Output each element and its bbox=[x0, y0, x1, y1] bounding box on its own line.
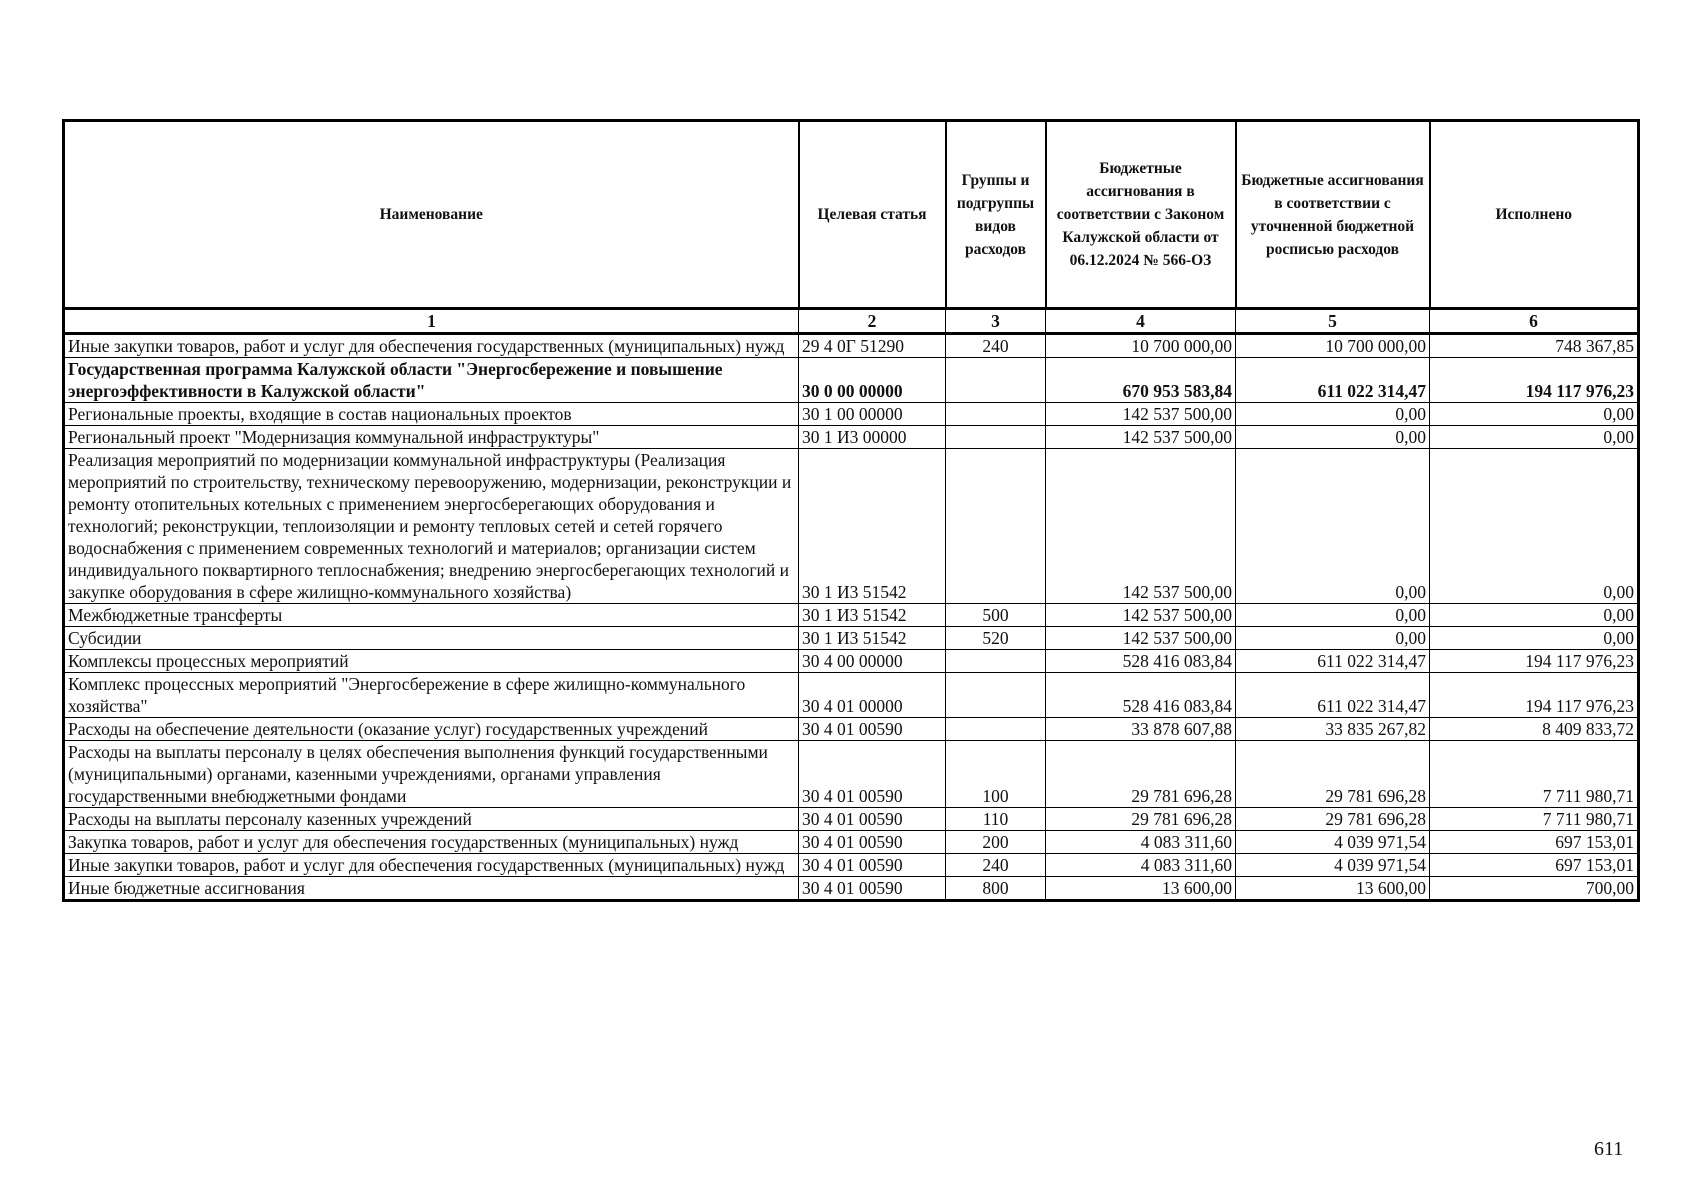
row-name: Иные закупки товаров, работ и услуг для обеспечения государственных (муниципальных) нужд bbox=[64, 334, 799, 358]
row-law-amount: 142 537 500,00 bbox=[1046, 449, 1236, 604]
header-refined-allocations: Бюджетные ассигнования в соответствии с уточненной бюджетной росписью расходов bbox=[1236, 121, 1430, 309]
row-executed-amount: 700,00 bbox=[1430, 877, 1639, 901]
row-expense-group bbox=[946, 650, 1046, 673]
table-row bbox=[64, 426, 1639, 449]
row-name: Иные бюджетные ассигнования bbox=[64, 877, 799, 901]
row-refined-amount: 13 600,00 bbox=[1236, 877, 1430, 901]
row-expense-group: 100 bbox=[946, 741, 1046, 808]
row-executed-amount: 194 117 976,23 bbox=[1430, 650, 1639, 673]
row-executed-amount: 8 409 833,72 bbox=[1430, 718, 1639, 741]
row-executed-amount: 0,00 bbox=[1430, 604, 1639, 627]
table-row bbox=[64, 831, 1639, 854]
row-name: Комплексы процессных мероприятий bbox=[64, 650, 799, 673]
row-name: Расходы на обеспечение деятельности (оказание услуг) государственных учреждений bbox=[64, 718, 799, 741]
row-name: Расходы на выплаты персоналу казенных учреждений bbox=[64, 808, 799, 831]
row-refined-amount: 0,00 bbox=[1236, 627, 1430, 650]
row-name: Комплекс процессных мероприятий "Энергосбережение в сфере жилищно-коммунального хозяйства" bbox=[64, 673, 799, 718]
row-law-amount: 29 781 696,28 bbox=[1046, 808, 1236, 831]
row-law-amount: 13 600,00 bbox=[1046, 877, 1236, 901]
row-expense-group bbox=[946, 358, 1046, 403]
row-refined-amount: 29 781 696,28 bbox=[1236, 741, 1430, 808]
row-law-amount: 4 083 311,60 bbox=[1046, 854, 1236, 877]
row-target-article: 30 1 И3 00000 bbox=[799, 426, 946, 449]
row-name: Иные закупки товаров, работ и услуг для обеспечения государственных (муниципальных) нужд bbox=[64, 854, 799, 877]
row-target-article: 30 4 01 00590 bbox=[799, 854, 946, 877]
row-executed-amount: 748 367,85 bbox=[1430, 334, 1639, 358]
table-row bbox=[64, 604, 1639, 627]
row-executed-amount: 0,00 bbox=[1430, 403, 1639, 426]
row-refined-amount: 611 022 314,47 bbox=[1236, 358, 1430, 403]
row-executed-amount: 194 117 976,23 bbox=[1430, 358, 1639, 403]
row-expense-group: 200 bbox=[946, 831, 1046, 854]
row-expense-group bbox=[946, 718, 1046, 741]
row-law-amount: 142 537 500,00 bbox=[1046, 426, 1236, 449]
table-row bbox=[64, 334, 1639, 358]
table-header bbox=[64, 121, 1639, 309]
row-name: Закупка товаров, работ и услуг для обеспечения государственных (муниципальных) нужд bbox=[64, 831, 799, 854]
row-name: Расходы на выплаты персоналу в целях обеспечения выполнения функций государственными (муниципальными) органами, казенными учреждениями, органами управления государственными внебюджетными фондами bbox=[64, 741, 799, 808]
row-target-article: 29 4 0Г 51290 bbox=[799, 334, 946, 358]
row-expense-group: 500 bbox=[946, 604, 1046, 627]
row-target-article: 30 1 И3 51542 bbox=[799, 627, 946, 650]
row-executed-amount: 0,00 bbox=[1430, 627, 1639, 650]
column-number-row bbox=[64, 309, 1639, 334]
column-number: 1 bbox=[64, 309, 799, 334]
row-law-amount: 670 953 583,84 bbox=[1046, 358, 1236, 403]
row-expense-group bbox=[946, 449, 1046, 604]
budget-table bbox=[62, 119, 1640, 902]
row-law-amount: 528 416 083,84 bbox=[1046, 673, 1236, 718]
row-name: Субсидии bbox=[64, 627, 799, 650]
row-expense-group: 800 bbox=[946, 877, 1046, 901]
row-expense-group bbox=[946, 673, 1046, 718]
header-name: Наименование bbox=[64, 121, 799, 309]
row-refined-amount: 29 781 696,28 bbox=[1236, 808, 1430, 831]
row-name: Реализация мероприятий по модернизации коммунальной инфраструктуры (Реализация мероприятий по строительству, техническому перевооружению, модернизации, реконструкции и ремонту отопительных котельных с применением энергосберегающих оборудования и технологий; реконструкции, теплоизоляции и ремонту тепловых сетей и сетей горячего водоснабжения с применением современных технологий и материалов; организации систем индивидуального поквартирного теплоснабжения; внедрению энергосберегающих технологий и закупке оборудования в сфере жилищно-коммунального хозяйства) bbox=[64, 449, 799, 604]
row-target-article: 30 0 00 00000 bbox=[799, 358, 946, 403]
header-target-article: Целевая статья bbox=[799, 121, 946, 309]
table-row bbox=[64, 741, 1639, 808]
row-refined-amount: 10 700 000,00 bbox=[1236, 334, 1430, 358]
header-law-allocations: Бюджетные ассигнования в соответствии с Законом Калужской области от 06.12.2024 № 566-ОЗ bbox=[1046, 121, 1236, 309]
table-row bbox=[64, 673, 1639, 718]
row-expense-group bbox=[946, 426, 1046, 449]
row-refined-amount: 0,00 bbox=[1236, 426, 1430, 449]
header-expense-groups: Группы и подгруппы видов расходов bbox=[946, 121, 1046, 309]
table-row bbox=[64, 358, 1639, 403]
column-number: 5 bbox=[1236, 309, 1430, 334]
row-refined-amount: 611 022 314,47 bbox=[1236, 673, 1430, 718]
column-number: 3 bbox=[946, 309, 1046, 334]
row-target-article: 30 4 01 00590 bbox=[799, 741, 946, 808]
row-expense-group: 520 bbox=[946, 627, 1046, 650]
row-target-article: 30 1 И3 51542 bbox=[799, 449, 946, 604]
row-target-article: 30 4 00 00000 bbox=[799, 650, 946, 673]
row-law-amount: 142 537 500,00 bbox=[1046, 627, 1236, 650]
row-expense-group: 240 bbox=[946, 334, 1046, 358]
row-refined-amount: 4 039 971,54 bbox=[1236, 854, 1430, 877]
column-number: 4 bbox=[1046, 309, 1236, 334]
row-target-article: 30 1 И3 51542 bbox=[799, 604, 946, 627]
row-target-article: 30 4 01 00590 bbox=[799, 831, 946, 854]
row-executed-amount: 0,00 bbox=[1430, 449, 1639, 604]
table-row bbox=[64, 854, 1639, 877]
row-target-article: 30 1 00 00000 bbox=[799, 403, 946, 426]
column-number: 2 bbox=[799, 309, 946, 334]
row-executed-amount: 0,00 bbox=[1430, 426, 1639, 449]
row-executed-amount: 7 711 980,71 bbox=[1430, 741, 1639, 808]
row-law-amount: 29 781 696,28 bbox=[1046, 741, 1236, 808]
table-row bbox=[64, 449, 1639, 604]
row-law-amount: 142 537 500,00 bbox=[1046, 403, 1236, 426]
row-refined-amount: 0,00 bbox=[1236, 449, 1430, 604]
page-number: 611 bbox=[1594, 1138, 1624, 1160]
row-name: Межбюджетные трансферты bbox=[64, 604, 799, 627]
row-refined-amount: 4 039 971,54 bbox=[1236, 831, 1430, 854]
row-target-article: 30 4 01 00000 bbox=[799, 673, 946, 718]
table-row bbox=[64, 627, 1639, 650]
table-row bbox=[64, 808, 1639, 831]
row-refined-amount: 0,00 bbox=[1236, 403, 1430, 426]
table-row bbox=[64, 403, 1639, 426]
header-executed: Исполнено bbox=[1430, 121, 1639, 309]
row-expense-group bbox=[946, 403, 1046, 426]
row-refined-amount: 0,00 bbox=[1236, 604, 1430, 627]
row-law-amount: 10 700 000,00 bbox=[1046, 334, 1236, 358]
row-executed-amount: 7 711 980,71 bbox=[1430, 808, 1639, 831]
row-refined-amount: 33 835 267,82 bbox=[1236, 718, 1430, 741]
row-executed-amount: 697 153,01 bbox=[1430, 831, 1639, 854]
row-target-article: 30 4 01 00590 bbox=[799, 877, 946, 901]
row-law-amount: 142 537 500,00 bbox=[1046, 604, 1236, 627]
row-name: Государственная программа Калужской области "Энергосбережение и повышение энергоэффективности в Калужской области" bbox=[64, 358, 799, 403]
row-expense-group: 110 bbox=[946, 808, 1046, 831]
row-law-amount: 33 878 607,88 bbox=[1046, 718, 1236, 741]
row-name: Региональные проекты, входящие в состав национальных проектов bbox=[64, 403, 799, 426]
table-row bbox=[64, 718, 1639, 741]
table-row bbox=[64, 877, 1639, 901]
row-law-amount: 4 083 311,60 bbox=[1046, 831, 1236, 854]
row-name: Региональный проект "Модернизация коммунальной инфраструктуры" bbox=[64, 426, 799, 449]
row-expense-group: 240 bbox=[946, 854, 1046, 877]
row-target-article: 30 4 01 00590 bbox=[799, 718, 946, 741]
row-refined-amount: 611 022 314,47 bbox=[1236, 650, 1430, 673]
row-law-amount: 528 416 083,84 bbox=[1046, 650, 1236, 673]
row-executed-amount: 194 117 976,23 bbox=[1430, 673, 1639, 718]
table-row bbox=[64, 650, 1639, 673]
row-target-article: 30 4 01 00590 bbox=[799, 808, 946, 831]
column-number: 6 bbox=[1430, 309, 1639, 334]
row-executed-amount: 697 153,01 bbox=[1430, 854, 1639, 877]
